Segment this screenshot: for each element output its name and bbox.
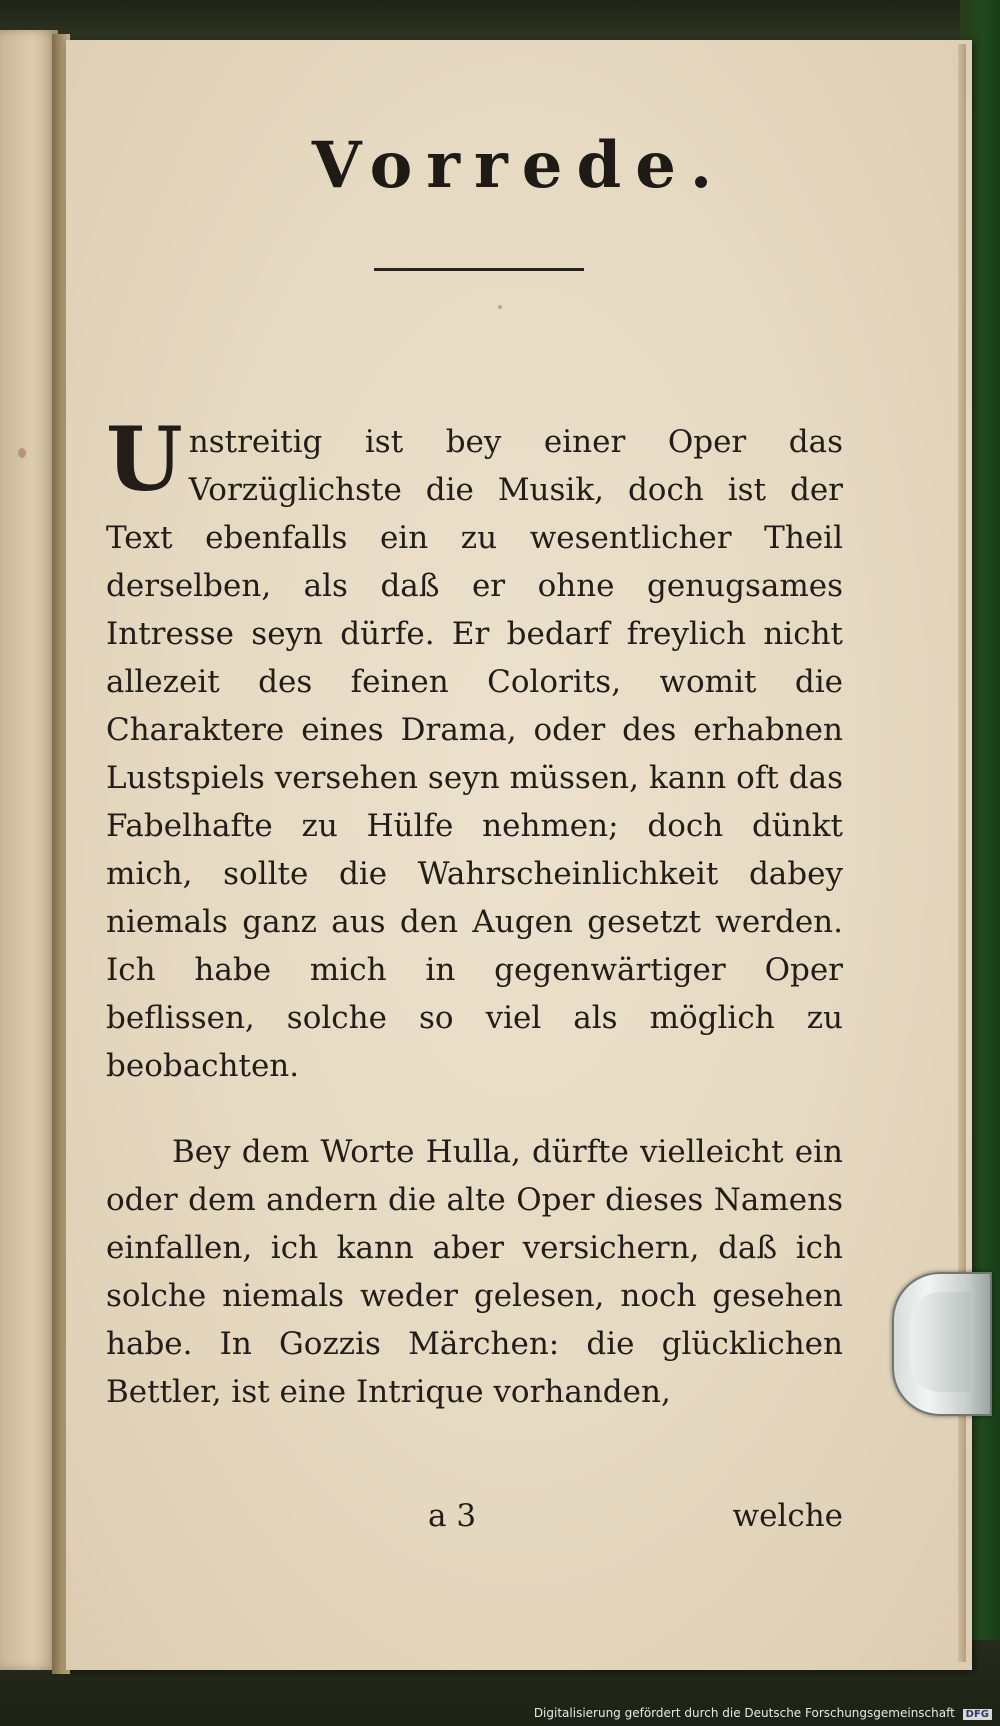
foxing-spot	[498, 305, 502, 309]
signature-mark: a 3	[428, 1498, 477, 1534]
paragraph: Unstreitig ist bey einer Oper das Vorzüglichste die Musik, doch ist der Text ebenfalls ein zu wesentlicher Theil derselben, als daß er ohne genugsames Intresse seyn dürfe. Er bedarf freylich nicht allezeit des feinen Colorits, womit die Charaktere eines Drama, oder des erhabnen Lustspiels versehen seyn müssen, kann oft das Fabelhafte zu Hülfe nehmen; doch dünkt mich, sollte die Wahrscheinlichkeit dabey niemals ganz aus den Augen gesetzt werden. Ich habe mich in gegenwärtiger Oper beflissen, solche so viel als möglich zu beobachten.	[106, 407, 843, 1084]
foxing-spot	[18, 448, 26, 458]
catchword: welche	[732, 1498, 843, 1534]
facing-page-edge	[0, 30, 58, 1670]
page-foot	[106, 1498, 843, 1546]
page-title: Vorrede.	[311, 128, 727, 203]
body-text	[106, 407, 843, 1416]
scan-background-top	[0, 0, 1000, 42]
page-clip-highlight	[910, 1292, 970, 1392]
page-fore-edge	[958, 44, 966, 1662]
digitization-credit	[534, 1706, 992, 1720]
credit-text: Digitalisierung gefördert durch die Deutsche Forschungsgemeinschaft	[533, 1706, 955, 1720]
page-clip	[892, 1272, 992, 1416]
dfg-logo: DFG	[963, 1709, 992, 1720]
paragraph: Bey dem Worte Hulla, dürfte vielleicht ein oder dem andern die alte Oper dieses Namens einfallen, ich kann aber versichern, daß ich solche niemals weder gelesen, noch gesehen habe. In Gozzis Märchen: die glücklichen Bettler, ist eine Intrique vorhanden,	[106, 1134, 843, 1410]
title-rule	[374, 268, 584, 271]
